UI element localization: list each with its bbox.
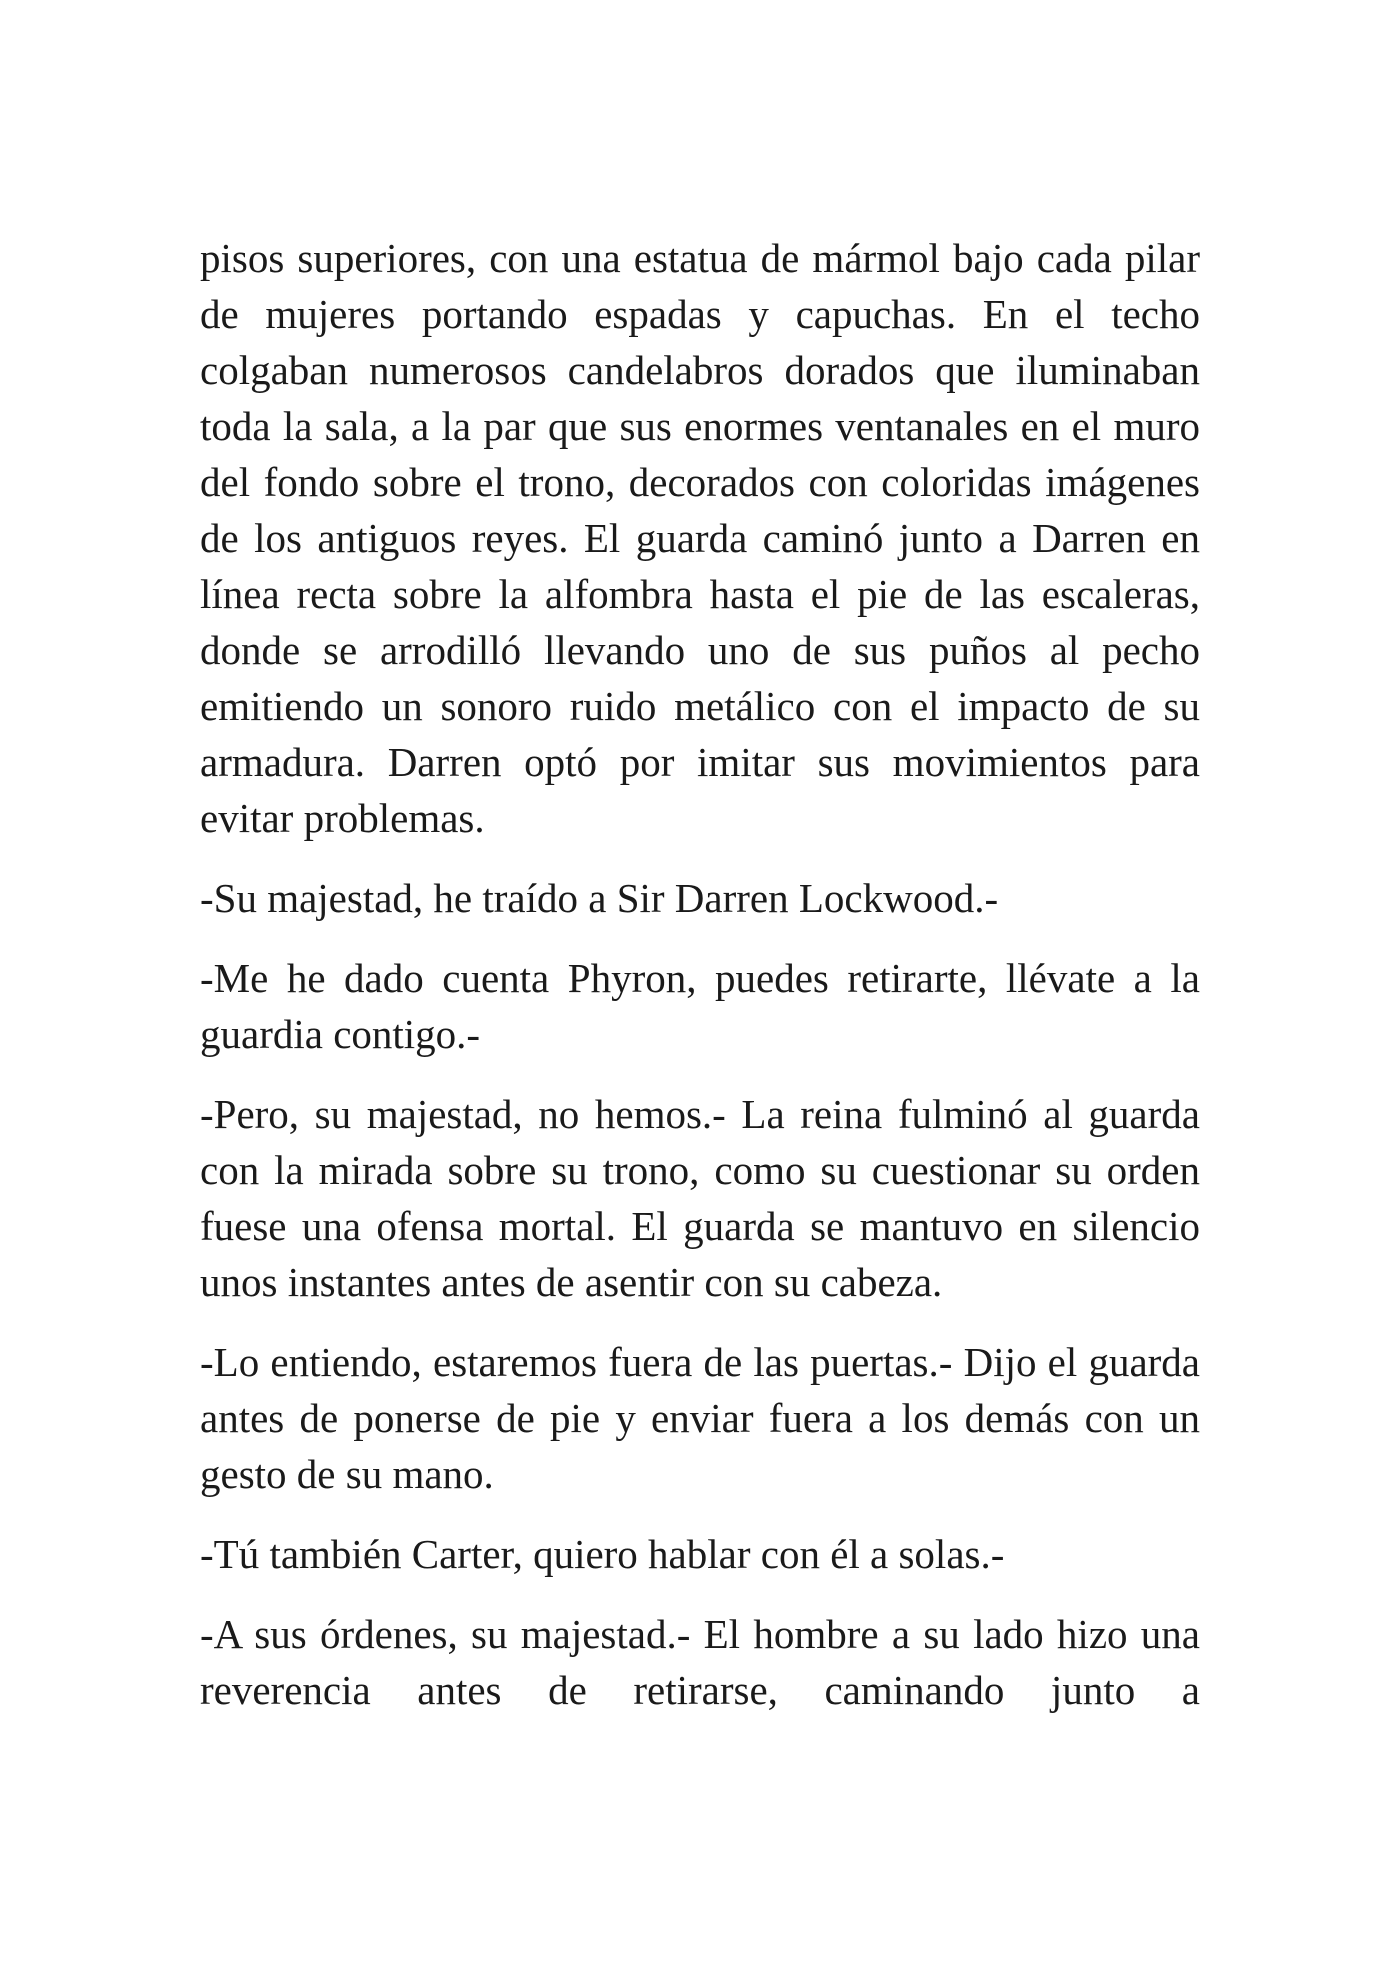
paragraph-7: -A sus órdenes, su majestad.- El hombre a su lado hizo una reverencia antes de retirarse, caminando junto a: [200, 1611, 1200, 1713]
paragraph-2: -Su majestad, he traído a Sir Darren Lockwood.-: [200, 875, 999, 921]
paragraph-5: -Lo entiendo, estaremos fuera de las puertas.- Dijo el guarda antes de ponerse de pie y enviar fuera a los demás con un gesto de su mano.: [200, 1339, 1200, 1497]
paragraph-6: -Tú también Carter, quiero hablar con él a solas.-: [200, 1531, 1005, 1577]
paragraph-4: -Pero, su majestad, no hemos.- La reina fulminó al guarda con la mirada sobre su trono, como su cuestionar su orden fuese una ofensa mortal. El guarda se mantuvo en silencio unos instantes antes de asentir con su cabeza.: [200, 1091, 1200, 1305]
paragraph-1: pisos superiores, con una estatua de mármol bajo cada pilar de mujeres portando espadas y capuchas. En el techo colgaban numerosos candelabros dorados que iluminaban toda la sala, a la par que sus enormes ventanales en el muro del fondo sobre el trono, decorados con coloridas imágenes de los antiguos reyes. El guarda caminó junto a Darren en línea recta sobre la alfombra hasta el pie de las escaleras, donde se arrodilló llevando uno de sus puños al pecho emitiendo un sonoro ruido metálico con el impacto de su armadura. Darren optó por imitar sus movimientos para evitar problemas.: [200, 235, 1200, 841]
paragraph-3: -Me he dado cuenta Phyron, puedes retirarte, llévate a la guardia contigo.-: [200, 955, 1200, 1057]
body-text: [200, 230, 1200, 1742]
